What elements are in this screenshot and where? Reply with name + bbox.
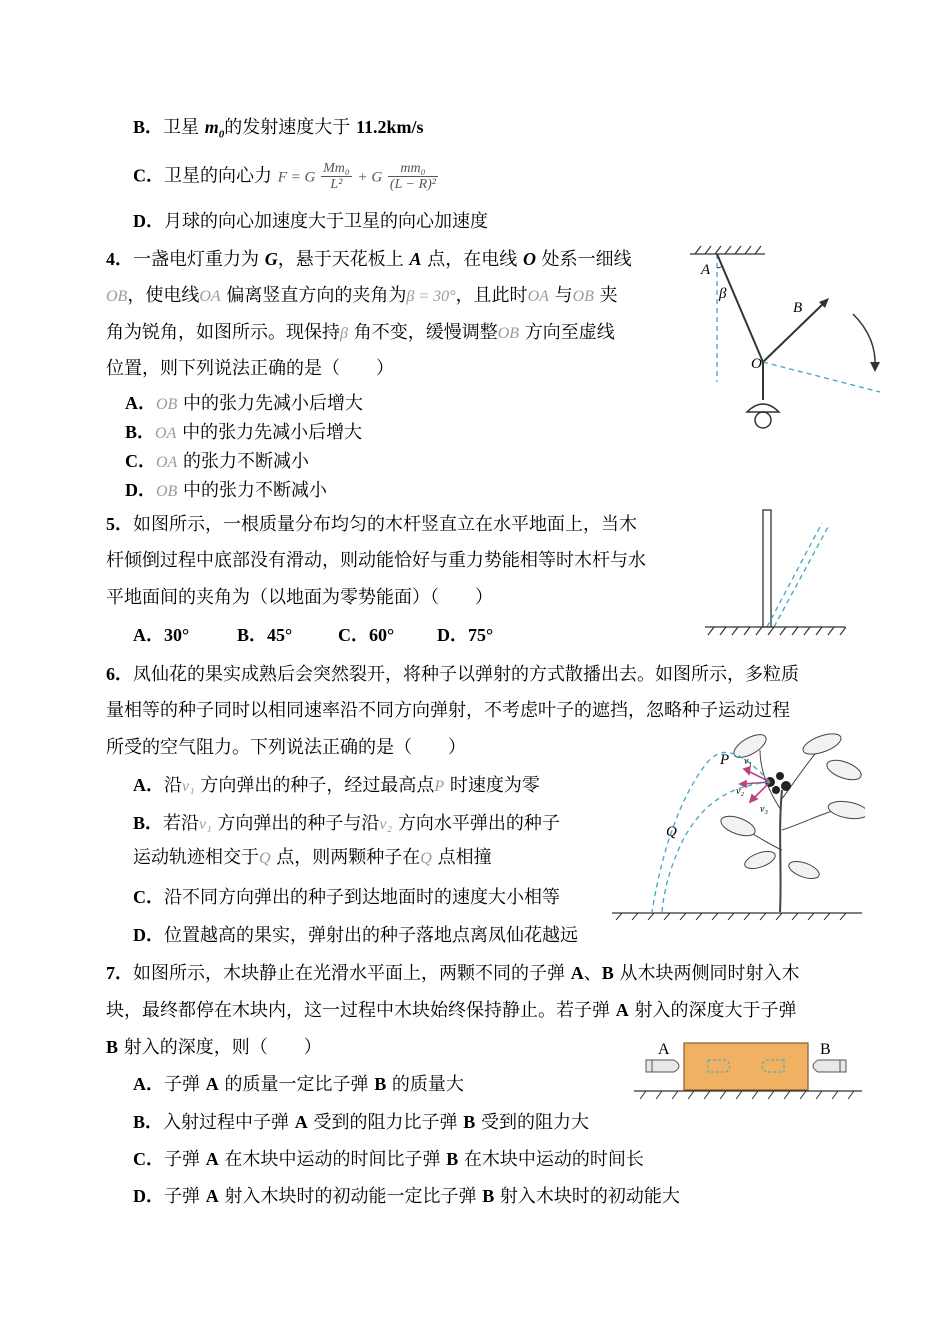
bullet-a-external xyxy=(646,1060,679,1072)
label-v1: v₁ xyxy=(744,756,752,767)
q4-line-2: OB，使电线OA 偏离竖直方向的夹角为β = 30°，且此时OA 与OB 夹 xyxy=(106,285,618,306)
q4-line-1: 4．一盏电灯重力为 G，悬于天花板上 A 点，在电线 O 处系一细线 xyxy=(106,249,632,270)
rotation-arrowhead xyxy=(870,362,880,372)
ceiling xyxy=(690,246,765,254)
label-p: P xyxy=(720,752,730,768)
q7-block-figure xyxy=(632,1030,864,1106)
q3-option-b: B．卫星 $m_0$的发射速度大于 11.2km/s xyxy=(133,117,424,141)
q6-plant-figure xyxy=(610,730,865,925)
q6-line-1: 6．凤仙花的果实成熟后会突然裂开，将种子以弹射的方式散播出去。如图所示，多粒质 xyxy=(106,664,799,685)
formula-lhs: F = G xyxy=(277,169,316,186)
formula-frac-2: $\frac{\text{mm₀}}{\text{(L − R)²}}$ xyxy=(389,161,436,192)
q6-option-b: B．若沿v₁ 方向弹出的种子与沿v₂ 方向水平弹出的种子 xyxy=(133,813,560,834)
label-a: A xyxy=(658,1041,670,1058)
wire-oa xyxy=(717,254,763,362)
q7-line-3: B 射入的深度，则（ ） xyxy=(106,1037,322,1058)
label-o: O xyxy=(751,356,762,372)
label-a: A xyxy=(701,262,711,278)
q5-stick-figure xyxy=(700,505,850,640)
velocity-arrows xyxy=(740,767,770,802)
label-b: B xyxy=(820,1041,831,1058)
vertical-stick xyxy=(763,510,771,627)
q6-line-2: 量相等的种子同时以相同速率沿不同方向弹射，不考虑叶子的遮挡，忽略种子运动过程 xyxy=(106,700,790,721)
lamp xyxy=(747,404,779,428)
q6-option-d: D．位置越高的果实，弹射出的种子落地点离凤仙花越远 xyxy=(133,925,578,946)
formula-frac-1: $\frac{\text{Mm₀}}{\text{L²}}$ xyxy=(323,161,350,192)
ground-hatch xyxy=(616,913,846,920)
label-b: B xyxy=(793,300,803,316)
q4-lamp-figure xyxy=(685,240,885,440)
q5-option-b: B．45° xyxy=(237,625,293,645)
q6-line-3: 所受的空气阻力。下列说法正确的是（ ） xyxy=(106,737,466,758)
q7-line-2: 块，最终都停在木块内，这一过程中木块始终保持静止。若子弹 A 射入的深度大于子弹 xyxy=(106,1000,797,1021)
q5-option-d: D．75° xyxy=(437,625,494,645)
q5-option-a: A．30° xyxy=(133,625,190,645)
q4-option-a: A．OB 中的张力先减小后增大 xyxy=(125,393,364,414)
q4-option-c: C．OA 的张力不断减小 xyxy=(125,451,310,472)
q6-option-c: C．沿不同方向弹出的种子到达地面时的速度大小相等 xyxy=(133,887,560,908)
ground-hatch xyxy=(640,1091,854,1099)
q4-line-3: 角为锐角，如图所示。现保持β 角不变，缓慢调整OB 方向至虚线 xyxy=(106,322,615,343)
q3-option-c: C．卫星的向心力 F = G $\frac{\text{Mm₀}}{\text{L²}}$ + G $\frac{\text{mm₀}}{\text{(L − R)²}}$ xyxy=(133,161,436,192)
bullet-b-external xyxy=(813,1060,846,1072)
label-q: Q xyxy=(666,824,677,840)
q5-line-3: 平地面间的夹角为（以地面为零势能面）（ ） xyxy=(106,587,493,608)
rotation-arrow xyxy=(853,314,875,368)
label-beta: β xyxy=(719,286,727,302)
label-v3: v₃ xyxy=(760,804,768,815)
q6-option-a: A．沿v₁ 方向弹出的种子，经过最高点P 时速度为零 xyxy=(133,775,540,796)
q5-line-2: 杆倾倒过程中底部没有滑动，则动能恰好与重力势能相等时木杆与水 xyxy=(106,550,646,571)
q4-line-4: 位置，则下列说法正确的是（ ） xyxy=(106,358,394,379)
q6-option-b-cont: 运动轨迹相交于Q 点，则两颗种子在Q 点相撞 xyxy=(133,847,492,868)
q7-option-c: C．子弹 A 在木块中运动的时间比子弹 B 在木块中运动的时间长 xyxy=(133,1149,644,1170)
q7-option-a: A．子弹 A 的质量一定比子弹 B 的质量大 xyxy=(133,1074,464,1095)
q3-option-d: D．月球的向心加速度大于卫星的向心加速度 xyxy=(133,211,488,232)
dashed-ob-final xyxy=(763,362,880,392)
q7-option-b: B．入射过程中子弹 A 受到的阻力比子弹 B 受到的阻力大 xyxy=(133,1112,589,1133)
ground xyxy=(705,627,846,635)
q5-line-1: 5．如图所示，一根质量分布均匀的木杆竖直立在水平地面上，当木 xyxy=(106,514,637,535)
q4-option-b: B．OA 中的张力先减小后增大 xyxy=(125,422,363,443)
q4-option-d: D．OB 中的张力不断减小 xyxy=(125,480,328,501)
falling-stick-dashed xyxy=(767,523,828,627)
q7-option-d: D．子弹 A 射入木块时的初动能一定比子弹 B 射入木块时的初动能大 xyxy=(133,1186,680,1207)
q5-options xyxy=(133,623,493,648)
label-v2: v₂ xyxy=(736,786,744,797)
q5-option-c: C．60° xyxy=(338,625,395,645)
q7-line-1: 7．如图所示，木块静止在光滑水平面上，两颗不同的子弹 A、B 从木块两侧同时射入木 xyxy=(106,963,800,984)
wooden-block xyxy=(684,1043,808,1090)
